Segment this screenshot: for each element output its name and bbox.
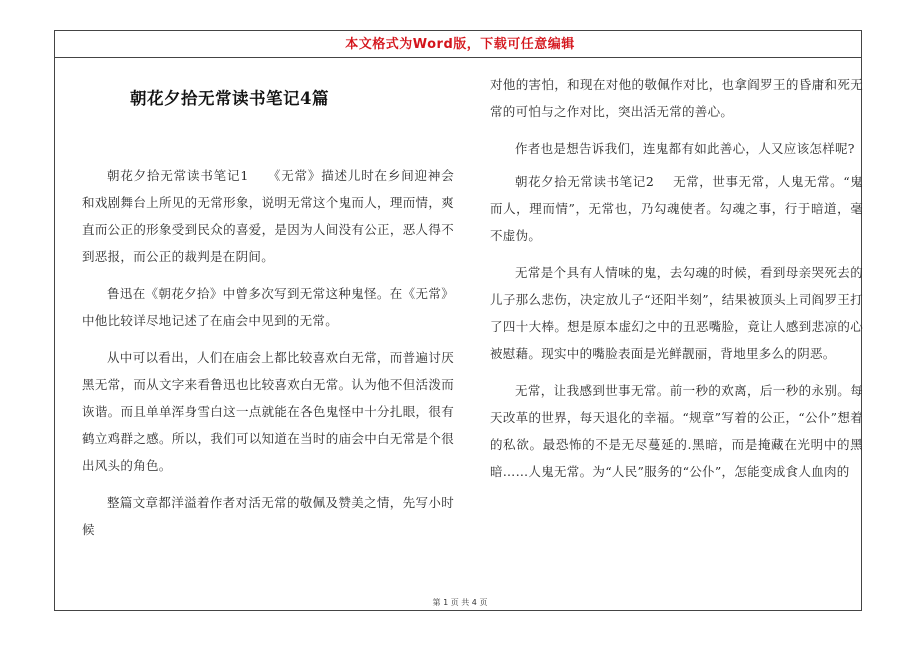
- paragraph: 无常是个具有人情味的鬼，去勾魂的时候，看到母亲哭死去的儿子那么悲伤，决定放儿子“还阳半刻”，结果被顶头上司阎罗王打了四十大棒。想是原本虚幻之中的丑恶嘴脸，竟让人感到悲凉的心被慰藉。现实中的嘴脸表面是光鲜靓丽，背地里多么的阴恶。: [490, 265, 863, 361]
- format-banner: 本文格式为Word版，下载可任意编辑: [345, 37, 575, 52]
- document-title: 朝花夕拾无常读书笔记4篇: [130, 89, 329, 108]
- left-column: [82, 162, 454, 543]
- banner-divider: [54, 57, 862, 58]
- paragraph-note-2: [490, 168, 863, 249]
- paragraph: 作者也是想告诉我们，连鬼都有如此善心，人又应该怎样呢?: [515, 141, 855, 156]
- paragraph: 无常，让我感到世事无常。前一秒的欢离，后一秒的永别。每天改革的世界，每天退化的幸福。“规章”写着的公正，“公仆”想着的私欲。最恐怖的不是无尽蔓延的.黑暗，而是掩藏在光明中的黑暗……人鬼无常。为“人民”服务的“公仆”，怎能变成食人血肉的: [490, 383, 863, 479]
- note-label: 朝花夕拾无常读书笔记1: [107, 168, 249, 183]
- paragraph-note-1: [82, 162, 454, 270]
- page-number: 第 1 页 共 4 页: [432, 598, 488, 607]
- note-text: 无常，世事无常，人鬼无常。“鬼而人，理而情”，无常也，乃勾魂使者。勾魂之事，行于暗道，毫不虚伪。: [490, 174, 863, 243]
- right-column: [490, 71, 863, 485]
- paragraph: 从中可以看出，人们在庙会上都比较喜欢白无常，而普遍讨厌黑无常，而从文字来看鲁迅也比较喜欢白无常。认为他不但活泼而诙谐。而且单单浑身雪白这一点就能在各色鬼怪中十分扎眼，很有鹤立鸡群之感。所以，我们可以知道在当时的庙会中白无常是个很出风头的角色。: [82, 350, 454, 473]
- paragraph: 鲁迅在《朝花夕拾》中曾多次写到无常这种鬼怪。在《无常》中他比较详尽地记述了在庙会中见到的无常。: [82, 286, 454, 328]
- paragraph-continued: 对他的害怕，和现在对他的敬佩作对比，也拿阎罗王的昏庸和死无常的可怕与之作对比，突出活无常的善心。: [490, 77, 863, 119]
- paragraph: 整篇文章都洋溢着作者对活无常的敬佩及赞美之情，先写小时候: [82, 495, 454, 537]
- note-text: 《无常》描述儿时在乡间迎神会和戏剧舞台上所见的无常形象，说明无常这个鬼而人，理而情，爽直而公正的形象受到民众的喜爱，是因为人间没有公正，恶人得不到恶报，而公正的裁判是在阴间。: [82, 168, 454, 264]
- note-label: 朝花夕拾无常读书笔记2: [515, 174, 655, 189]
